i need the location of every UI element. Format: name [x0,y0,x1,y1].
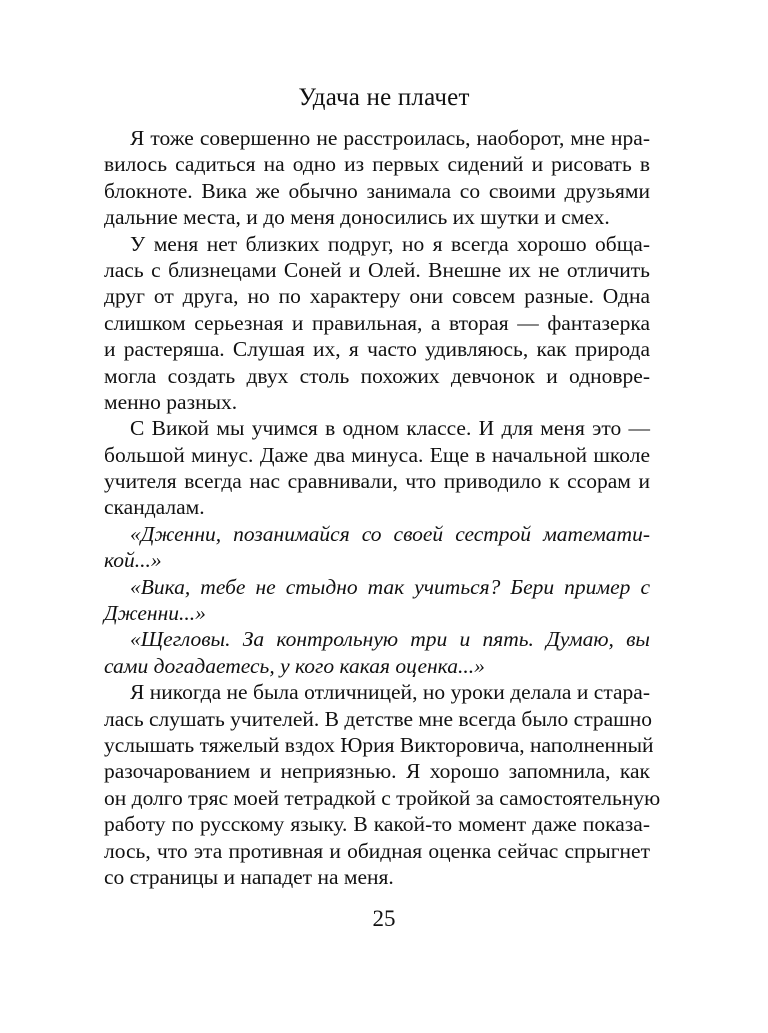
paragraph [104,521,650,574]
text-line: блокноте. Вика же обычно занимала со своими друзьями [104,178,650,203]
text-line: Я никогда не была отличницей, но уроки делала и стара- [130,680,650,705]
text-line: могла создать двух столь похожих девчонок и одновре- [104,363,650,388]
page-number: 25 [372,906,396,931]
text-line: лась с близнецами Соней и Олей. Внешне их не отличить [104,257,650,282]
paragraph [104,125,650,231]
text-line: работу по русскому языку. В какой-то момент даже показа- [104,812,650,837]
text-line: У меня нет близких подруг, но я всегда хорошо обща- [130,231,650,256]
text-line: кой...» [104,548,162,573]
text-line: вилось садиться на одно из первых сидений и рисовать в [104,152,650,177]
paragraph [104,415,650,521]
text-line: менно разных. [104,389,238,414]
text-line: «Щегловы. За контрольную три и пять. Думаю, вы [130,627,650,652]
text-line: лось, что эта противная и обидная оценка сейчас спрыгнет [104,838,650,863]
text-line: он долго тряс моей тетрадкой с тройкой за самостоятельную [104,785,661,810]
text-line: С Викой мы учимся в одном классе. И для меня это — [130,416,650,441]
text-line: большой минус. Даже два минуса. Еще в начальной школе [104,442,650,467]
text-line: сами догадаетесь, у кого какая оценка...» [104,653,485,678]
text-line: слишком серьезная и правильная, а вторая — фантазерка [104,310,650,335]
paragraph [104,231,650,416]
body-text [104,125,661,890]
text-line: со страницы и нападет на меня. [104,864,394,889]
text-line: дальние места, и до меня доносились их шутки и смех. [104,205,610,230]
paragraph [104,574,650,627]
text-line: Я тоже совершенно не расстроилась, наоборот, мне нра- [130,126,650,150]
text-line: «Дженни, позанимайся со своей сестрой математи- [130,521,650,546]
text-line: и растеряша. Слушая их, я часто удивляюсь, как природа [104,337,650,362]
text-line: Дженни...» [104,601,206,626]
text-line: учителя всегда нас сравнивали, что приводило к ссорам и [104,469,650,494]
text-line: лась слушать учителей. В детстве мне всегда было страшно [104,706,652,731]
running-head: Удача не плачет [298,84,470,111]
text-line: услышать тяжелый вздох Юрия Викторовича, наполненный [104,732,654,757]
paragraph [104,679,661,890]
text-line: скандалам. [104,495,205,520]
paragraph [104,626,650,679]
text-line: друг от друга, но по характеру они совсем разные. Одна [104,284,650,309]
text-line: «Вика, тебе не стыдно так учиться? Бери пример с [130,574,650,599]
text-line: разочарованием и неприязнью. Я хорошо запомнила, как [104,759,650,784]
